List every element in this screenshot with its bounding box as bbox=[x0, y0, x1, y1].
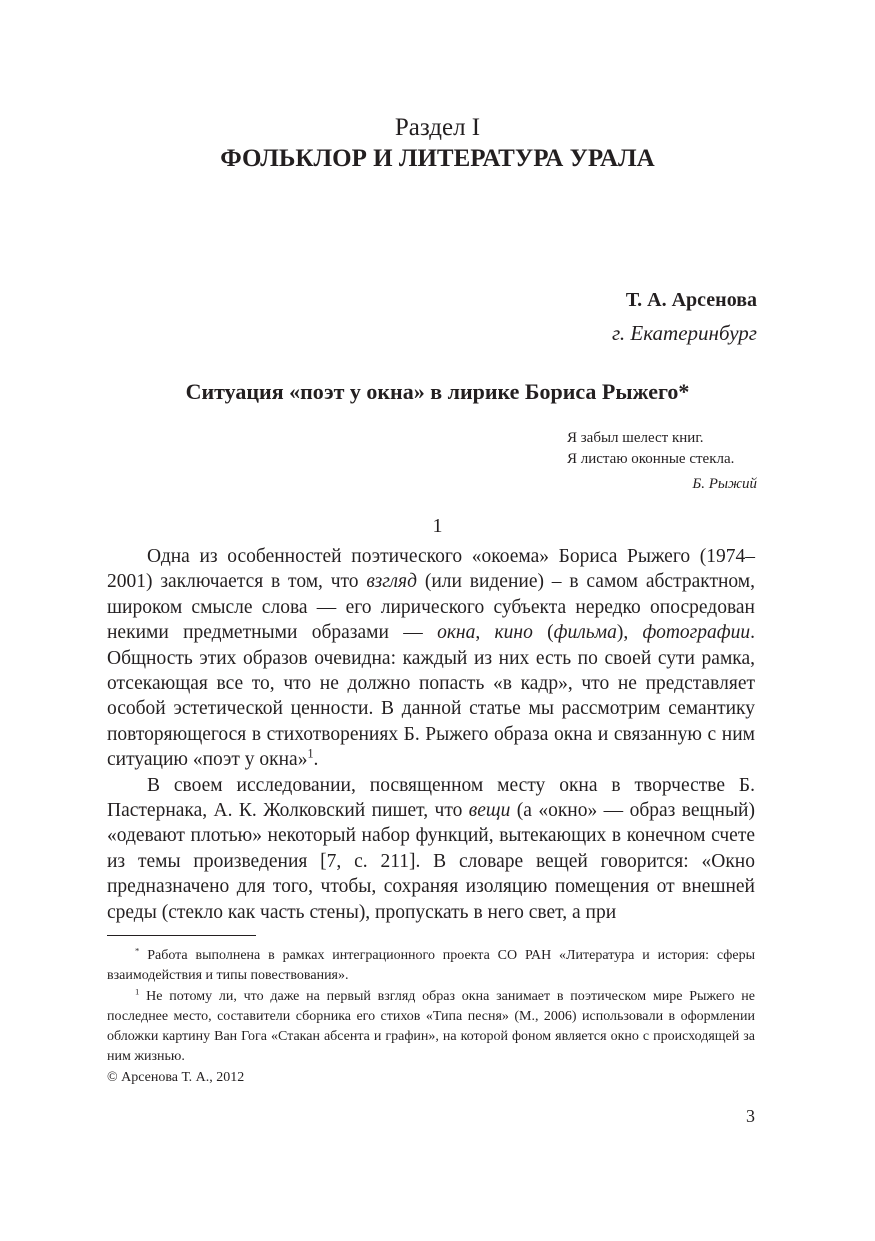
body-text bbox=[107, 544, 755, 925]
italic-term: вещи bbox=[468, 800, 511, 822]
paragraph-1 bbox=[107, 544, 755, 773]
footnote-ref: 1 bbox=[307, 746, 314, 761]
italic-term: взгляд bbox=[366, 571, 417, 593]
text-run: ( bbox=[532, 622, 554, 644]
epigraph bbox=[567, 428, 757, 495]
footnote-mark: 1 bbox=[135, 985, 140, 996]
footnote-star bbox=[107, 946, 755, 987]
text-run: , bbox=[475, 622, 495, 644]
footnote-text: Работа выполнена в рамках интеграционного проекта СО РАН «Литература и история: сферы взаимодействия и типы повествования». bbox=[107, 948, 755, 984]
footnote-rule bbox=[107, 935, 256, 936]
section-title: ФОЛЬКЛОР И ЛИТЕРАТУРА УРАЛА bbox=[220, 145, 655, 172]
section-number: 1 bbox=[432, 515, 443, 537]
footnotes bbox=[107, 946, 755, 1088]
text-run: ), bbox=[616, 622, 643, 644]
epigraph-line-1: Я забыл шелест книг. bbox=[567, 430, 704, 446]
italic-term: фильма bbox=[553, 622, 617, 644]
article-title: Ситуация «поэт у окна» в лирике Бориса Рыжего* bbox=[185, 379, 690, 404]
italic-term: фотографии bbox=[642, 622, 751, 644]
footnote-mark: * bbox=[135, 945, 140, 956]
epigraph-source: Б. Рыжий bbox=[692, 476, 757, 492]
text-run: . bbox=[313, 749, 319, 771]
section-label: Раздел I bbox=[394, 114, 481, 141]
italic-term: окна bbox=[437, 622, 476, 644]
text-run: (а «окно» — образ вещный) «одевают плотью» некоторый набор функций, вытекающих в конечном счете из темы произведения [7, с. 211]. В словаре вещей говорится: «Окно предназначено для того, чтобы, сохраняя изоляцию помещения от внешней среды (стекло как часть стены), пропускать в него свет, а при bbox=[107, 800, 755, 923]
footnote-1 bbox=[107, 987, 755, 1068]
author-city: г. Екатеринбург bbox=[612, 321, 757, 345]
text-run: В своем исследовании, посвященном месту окна в творчестве Б. Пастернака, А. К. Жолковский пишет, что bbox=[107, 774, 755, 822]
text-run: . Общность этих образов очевидна: каждый из них есть по своей сути рамка, отсекающая все то, что не должно попасть «в кадр», что не представляет особой эстетической ценности. В данной статье мы рассмотрим семантику повторяющегося в стихотворениях Б. Рыжего образа окна и связанную с ним ситуацию «поэт у окна» bbox=[107, 622, 756, 771]
footnote-text: Не потому ли, что даже на первый взгляд образ окна занимает в поэтическом мире Рыжего не последнее место, составители сборника его стихов «Типа песня» (М., 2006) использовали в оформлении обложки картину Ван Гога «Стакан абсента и графин», на которой фоном является окно с происходящей за ним жизнью. bbox=[107, 988, 755, 1065]
author-name: Т. А. Арсенова bbox=[625, 289, 757, 311]
text-run: Одна из особенностей поэтического «окоема» Бориса Рыжего (1974–2001) заключается в том, что bbox=[107, 546, 755, 593]
text-run: (или видение) – в самом абстрактном, широком смысле слова — его лирического субъекта нередко опосредован некими предметными образами — bbox=[107, 571, 755, 644]
italic-term: кино bbox=[494, 622, 533, 644]
epigraph-line-2: Я листаю оконные стекла. bbox=[567, 451, 735, 467]
page-number: 3 bbox=[746, 1106, 755, 1126]
copyright: © Арсенова Т. А., 2012 bbox=[107, 1069, 245, 1085]
paragraph-2 bbox=[107, 773, 755, 925]
